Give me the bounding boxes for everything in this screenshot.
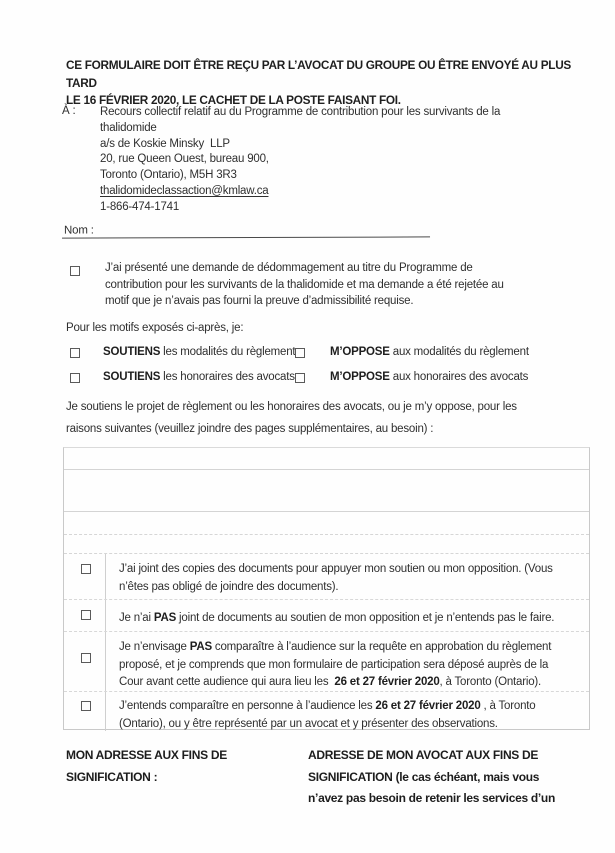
reasons-line: raisons suivantes (veuillez joindre des pages supplémentaires, au besoin) : bbox=[66, 422, 434, 435]
statement-text bbox=[106, 600, 589, 631]
checkbox-cell bbox=[64, 600, 106, 631]
checkbox-will-appear[interactable] bbox=[81, 701, 91, 711]
empty-writing-row[interactable] bbox=[64, 511, 589, 534]
deadline-notice bbox=[66, 57, 576, 110]
label-oppose-fees bbox=[330, 371, 528, 383]
recipient-line: 20, rue Queen Ouest, bureau 900, bbox=[100, 153, 269, 166]
checkbox-oppose-fees[interactable] bbox=[295, 373, 305, 383]
reasons-table bbox=[63, 447, 590, 730]
claim-line: motif que je n’avais pas fourni la preuve d’admissibilité requise. bbox=[105, 295, 414, 308]
statement-text bbox=[106, 554, 589, 599]
claim-line: contribution pour les survivants de la thalidomide et ma demande a été rejetée au bbox=[105, 278, 504, 291]
label-bold: SOUTIENS bbox=[103, 346, 161, 358]
label-bold: M’OPPOSE bbox=[330, 346, 390, 358]
label-bold: SOUTIENS bbox=[103, 371, 161, 383]
statement-row-docs-attached bbox=[64, 553, 589, 599]
statement-line: proposé, et je comprends que mon formulaire de participation sera déposé auprès de la bbox=[119, 658, 549, 671]
checkbox-oppose-settlement[interactable] bbox=[295, 348, 305, 358]
label-rest: les honoraires des avocats bbox=[160, 371, 295, 383]
statement-row-no-docs bbox=[64, 599, 589, 631]
recipient-line: Recours collectif relatif au du Programme de contribution pour les survivants de la bbox=[100, 106, 501, 118]
checkbox-support-fees[interactable] bbox=[70, 373, 80, 383]
reasons-line: Je soutiens le projet de règlement ou les honoraires des avocats, ou je m’y oppose, pour les bbox=[66, 401, 517, 413]
checkbox-cell bbox=[64, 554, 106, 599]
checkbox-cell bbox=[64, 632, 106, 691]
deadline-notice-line1: CE FORMULAIRE DOIT ÊTRE REÇU PAR L’AVOCAT DU GROUPE OU ÊTRE ENVOYÉ AU PLUS TARD bbox=[66, 58, 571, 90]
empty-writing-row[interactable] bbox=[64, 469, 589, 511]
heading-line: SIGNIFICATION : bbox=[66, 769, 158, 784]
motifs-intro: Pour les motifs exposés ci-après, je: bbox=[66, 322, 244, 334]
recipient-line: thalidomide bbox=[100, 121, 157, 134]
label-support-fees bbox=[103, 371, 295, 383]
claim-line: J’ai présenté une demande de dédommagement au titre du Programme de bbox=[105, 262, 473, 274]
statement-line: Cour avant cette audience qui aura lieu les 26 et 27 février 2020, à Toronto (Ontario). bbox=[119, 676, 542, 689]
name-field-label: Nom : bbox=[63, 224, 94, 237]
recipient-line: Toronto (Ontario), M5H 3R3 bbox=[100, 169, 237, 182]
label-support-settlement bbox=[103, 346, 295, 358]
label-bold: M’OPPOSE bbox=[330, 371, 390, 383]
recipient-phone: 1-866-474-1741 bbox=[100, 200, 180, 213]
heading-line: n’avez pas besoin de retenir les services d’un bbox=[308, 791, 555, 805]
lawyer-address-heading bbox=[308, 745, 583, 810]
name-field-line[interactable] bbox=[62, 219, 430, 238]
checkbox-cell bbox=[64, 692, 106, 731]
statement-text bbox=[106, 692, 589, 731]
label-oppose-settlement bbox=[330, 346, 529, 358]
statement-line: Je n’ai PAS joint de documents au soutien de mon opposition et je n’entends pas le faire. bbox=[119, 612, 555, 624]
recipient-email-link[interactable]: thalidomideclassaction@kmlaw.ca bbox=[100, 184, 269, 197]
statement-row-no-appearance bbox=[64, 631, 589, 691]
statement-line: J’ai joint des copies des documents pour appuyer mon soutien ou mon opposition. (Vous bbox=[119, 563, 553, 575]
statement-line: Je n’envisage PAS comparaître à l’audience sur la requête en approbation du règlement bbox=[119, 641, 552, 653]
heading-line: MON ADRESSE AUX FINS DE bbox=[66, 748, 227, 762]
empty-writing-row[interactable] bbox=[64, 448, 589, 469]
checkbox-docs-attached[interactable] bbox=[81, 564, 91, 574]
label-rest: les modalités du règlement bbox=[160, 346, 296, 358]
checkbox-no-docs[interactable] bbox=[81, 610, 91, 620]
label-rest: aux honoraires des avocats bbox=[389, 371, 529, 383]
recipient-line: a/s de Koskie Minsky LLP bbox=[100, 137, 230, 150]
checkbox-claim-rejected[interactable] bbox=[70, 266, 80, 276]
label-rest: aux modalités du règlement bbox=[389, 346, 529, 358]
recipient-address-block bbox=[100, 105, 570, 216]
to-label: À : bbox=[62, 105, 76, 117]
claim-rejected-statement bbox=[105, 260, 535, 310]
statement-row-will-appear bbox=[64, 691, 589, 731]
statement-line: J’entends comparaître en personne à l’audience les 26 et 27 février 2020 , à Toronto bbox=[119, 700, 536, 712]
deadline-notice-line2: LE 16 FÉVRIER 2020, LE CACHET DE LA POSTE FAISANT FOI. bbox=[66, 93, 401, 107]
empty-writing-row[interactable] bbox=[64, 534, 589, 553]
statement-line: n’êtes pas obligé de joindre des documents). bbox=[119, 580, 339, 593]
my-address-heading bbox=[66, 745, 301, 788]
reasons-intro bbox=[66, 397, 586, 440]
statement-line: (Ontario), ou y être représenté par un avocat et y présenter des observations. bbox=[119, 717, 498, 730]
checkbox-no-appearance[interactable] bbox=[81, 653, 91, 663]
checkbox-support-settlement[interactable] bbox=[70, 348, 80, 358]
heading-line: ADRESSE DE MON AVOCAT AUX FINS DE bbox=[308, 748, 539, 762]
heading-line: SIGNIFICATION (le cas échéant, mais vous bbox=[308, 769, 540, 784]
statement-text bbox=[106, 632, 589, 691]
